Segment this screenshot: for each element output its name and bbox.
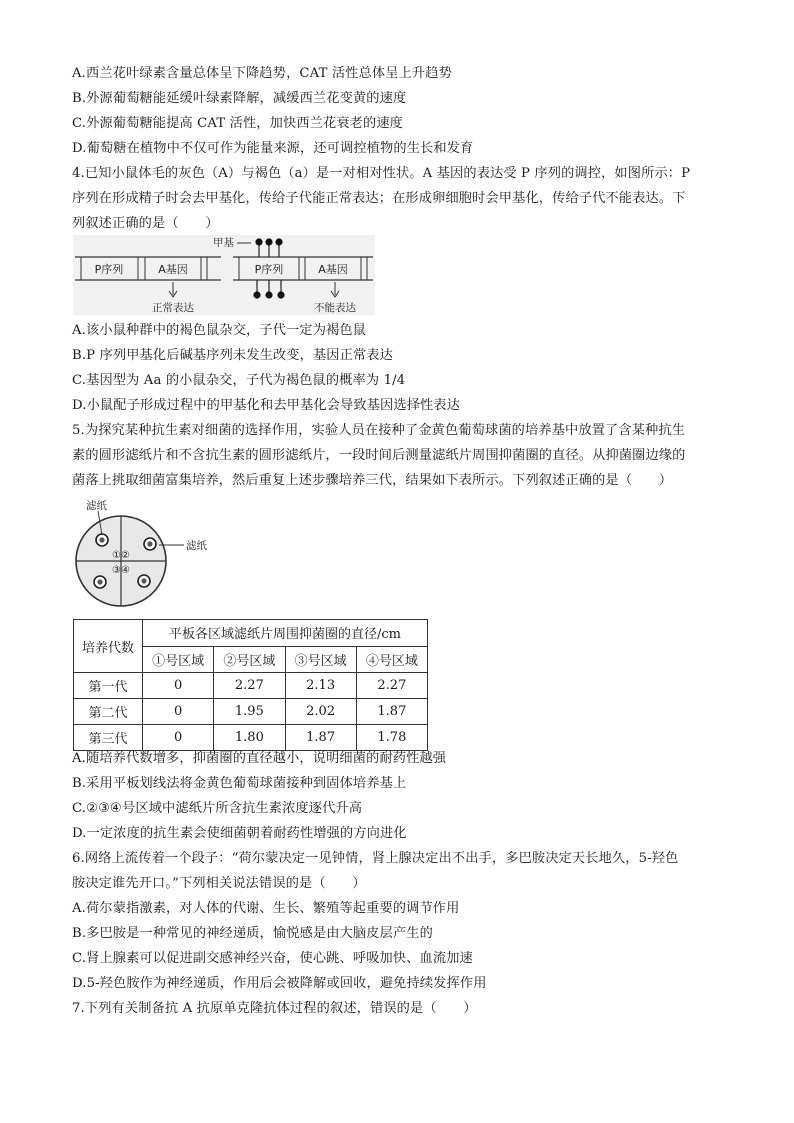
table-cell: 1.95 bbox=[214, 699, 285, 725]
methyl-groups-top bbox=[255, 238, 282, 257]
q6-option-c: C.肾上腺素可以促进副交感神经兴奋，使心跳、呼吸加快、血流加速 bbox=[72, 951, 473, 966]
normal-expression-label: 正常表达 bbox=[152, 302, 194, 314]
q3-option-b: B.外源葡萄糖能延缓叶绿素降解，减缓西兰花变黄的速度 bbox=[72, 91, 407, 106]
table-cell: 1.87 bbox=[356, 699, 427, 725]
methyl-label: 甲基 bbox=[213, 237, 234, 249]
p-sequence-label-left: P序列 bbox=[94, 263, 124, 276]
q5-stem-line-3: 菌落上挑取细菌富集培养，然后重复上述步骤培养三代，结果如下表所示。下列叙述正确的是（ ） bbox=[72, 473, 673, 488]
table-row bbox=[74, 725, 428, 751]
q5-option-c: C.②③④号区域中滤纸片所含抗生素浓度逐代升高 bbox=[72, 801, 363, 816]
a-gene-label-right: A基因 bbox=[318, 263, 348, 276]
table-col-header: ④号区域 bbox=[356, 646, 427, 673]
table-cell: 1.80 bbox=[214, 725, 285, 751]
q6-stem-line-1: 6.网络上流传着一个段子：“荷尔蒙决定一见钟情，肾上腺决定出不出手，多巴胺决定天长地久，5-羟色 bbox=[72, 851, 679, 866]
q4-option-c: C.基因型为 Aa 的小鼠杂交，子代为褐色鼠的概率为 1/4 bbox=[72, 373, 406, 388]
q6-stem-line-2: 胺决定谁先开口。”下列相关说法错误的是（ ） bbox=[72, 876, 366, 891]
q4-stem-line-3: 列叙述正确的是（ ） bbox=[72, 216, 219, 231]
q6-option-d: D.5-羟色胺作为神经递质，作用后会被降解或回收，避免持续发挥作用 bbox=[72, 976, 487, 991]
table-col-header: ①号区域 bbox=[143, 646, 214, 673]
region-labels-row1: ①② bbox=[112, 550, 130, 561]
q4-option-a: A.该小鼠种群中的褐色鼠杂交，子代一定为褐色鼠 bbox=[72, 323, 367, 338]
filter-paper-label-top: 滤纸 bbox=[86, 500, 107, 512]
q4-stem-line-2: 序列在形成精子时会去甲基化，传给子代能正常表达；在形成卵细胞时会甲基化，传给子代不能表达。下 bbox=[72, 191, 686, 206]
table-cell: 0 bbox=[143, 699, 214, 725]
q4-option-b: B.P 序列甲基化后碱基序列未发生改变，基因正常表达 bbox=[72, 348, 393, 363]
q5-stem-line-1: 5.为探究某种抗生素对细菌的选择作用，实验人员在接种了金黄色葡萄球菌的培养基中放置了含某种抗生 bbox=[72, 423, 686, 438]
row-label: 第一代 bbox=[74, 673, 143, 699]
q4-option-d: D.小鼠配子形成过程中的甲基化和去甲基化会导致基因选择性表达 bbox=[72, 398, 461, 413]
table-cell: 1.87 bbox=[285, 725, 356, 751]
q5-option-a: A.随培养代数增多，抑菌圈的直径越小，说明细菌的耐药性越强 bbox=[72, 751, 447, 766]
q5-option-b: B.采用平板划线法将金黄色葡萄球菌接种到固体培养基上 bbox=[72, 776, 407, 791]
q5-stem-line-2: 素的圆形滤纸片和不含抗生素的圆形滤纸片，一段时间后测量滤纸片周围抑菌圈的直径。从抑菌圈边缘的 bbox=[72, 448, 686, 463]
table-col-header: ③号区域 bbox=[285, 646, 356, 673]
q6-option-b: B.多巴胺是一种常见的神经递质，愉悦感是由大脑皮层产生的 bbox=[72, 926, 433, 941]
a-gene-label-left: A基因 bbox=[158, 263, 188, 276]
table-col-header: ②号区域 bbox=[214, 646, 285, 673]
q5-option-d: D.一定浓度的抗生素会使细菌朝着耐药性增强的方向进化 bbox=[72, 826, 407, 841]
table-cell: 2.27 bbox=[356, 673, 427, 699]
p-sequence-label-right: P序列 bbox=[254, 263, 284, 276]
row-label: 第三代 bbox=[74, 725, 143, 751]
q6-option-a: A.荷尔蒙指激素，对人体的代谢、生长、繁殖等起重要的调节作用 bbox=[72, 901, 460, 916]
row-label: 第二代 bbox=[74, 699, 143, 725]
petri-dish-diagram bbox=[74, 495, 224, 613]
no-expression-label: 不能表达 bbox=[314, 302, 356, 314]
filter-paper-label-right: 滤纸 bbox=[186, 540, 207, 552]
methyl-groups-bottom bbox=[253, 280, 284, 299]
table-span-header: 平板各区域滤纸片周围抑菌圈的直径/cm bbox=[143, 620, 428, 647]
inhibition-zone-table bbox=[73, 619, 428, 751]
methylation-diagram bbox=[73, 235, 375, 315]
q4-stem-line-1: 4.已知小鼠体毛的灰色（A）与褐色（a）是一对相对性状。A 基因的表达受 P 序列的调控，如图所示：P bbox=[72, 166, 691, 181]
region-labels-row2: ③④ bbox=[112, 565, 130, 576]
table-cell: 2.27 bbox=[214, 673, 285, 699]
table-cell: 0 bbox=[143, 673, 214, 699]
methylation-figure bbox=[73, 235, 375, 315]
petri-dish-figure bbox=[74, 495, 224, 613]
table-row bbox=[74, 699, 428, 725]
q7-stem: 7.下列有关制备抗 A 抗原单克隆抗体过程的叙述，错误的是（ ） bbox=[72, 1001, 477, 1016]
table-cell: 1.78 bbox=[356, 725, 427, 751]
table-row bbox=[74, 673, 428, 699]
table-cell: 2.13 bbox=[285, 673, 356, 699]
table-corner-header: 培养代数 bbox=[74, 620, 143, 673]
q3-option-a: A.西兰花叶绿素含量总体呈下降趋势，CAT 活性总体呈上升趋势 bbox=[72, 66, 452, 81]
q3-option-d: D.葡萄糖在植物中不仅可作为能量来源，还可调控植物的生长和发育 bbox=[72, 141, 474, 156]
q3-option-c: C.外源葡萄糖能提高 CAT 活性，加快西兰花衰老的速度 bbox=[72, 116, 404, 131]
table-cell: 0 bbox=[143, 725, 214, 751]
table-cell: 2.02 bbox=[285, 699, 356, 725]
